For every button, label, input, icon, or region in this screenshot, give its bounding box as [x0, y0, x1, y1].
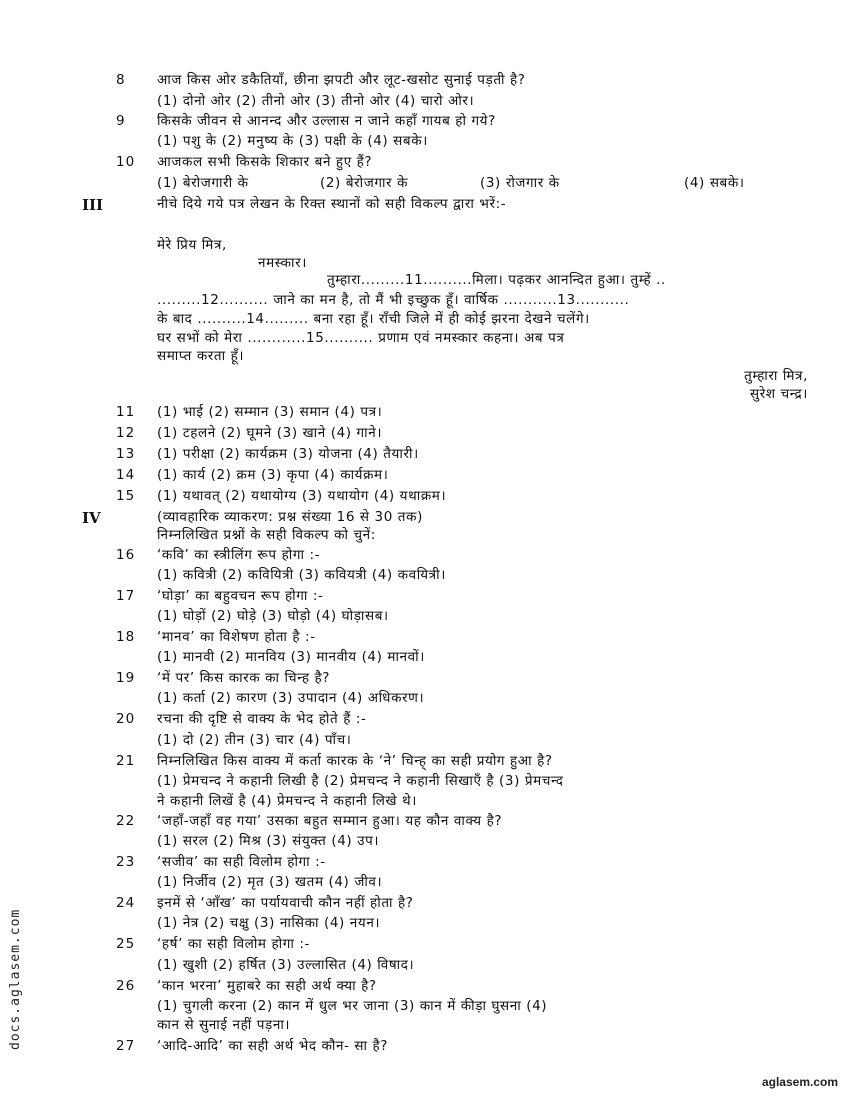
question-options: (1) प्रेमचन्द ने कहानी लिखी है (2) प्रेमचन्द ने कहानी सिखाएँ है (3) प्रेमचन्द — [157, 773, 564, 789]
question-number: 21 — [116, 753, 136, 769]
question-text: निम्नलिखित किस वाक्य में कर्ता कारक के ‘ने’ चिन्ह् का सही प्रयोग हुआ है? — [157, 753, 553, 769]
question-options: (1) भाई (2) सम्मान (3) समान (4) पत्र। — [157, 404, 383, 420]
letter-paragraph-line: के बाद ..........14......... बना रहा हूँ। राँची जिले में ही कोई झरना देखने चलेंगे। — [157, 311, 590, 327]
question-options: (1) मानवी (2) मानविय (3) मानवीय (4) मानवों। — [157, 649, 425, 665]
question-option: (3) रोजगार के — [480, 175, 560, 191]
question-number: 12 — [116, 425, 136, 441]
question-options: (1) दोनो ओर (2) तीनो ओर (3) तीनो ओर (4) चारो ओर। — [157, 93, 475, 109]
letter-closing: तुम्हारा मित्र, — [744, 368, 808, 384]
question-option: (1) बेरोजगारी के — [157, 175, 249, 191]
question-options: (1) कर्ता (2) कारण (3) उपादान (4) अधिकरण। — [157, 690, 425, 706]
question-options: (1) नेत्र (2) चक्षु (3) नासिका (4) नयन। — [157, 915, 381, 931]
question-text: इनमें से ‘आँख’ का पर्यायवाची कौन नहीं होता है? — [157, 895, 414, 911]
question-text: ‘मानव’ का विशेषण होता है :- — [157, 629, 316, 645]
question-number: 11 — [116, 404, 136, 420]
side-watermark: docs.aglasem.com — [8, 908, 23, 1050]
question-text: आज किस ओर डकैतियाँ, छीना झपटी और लूट-खसोट सुनाई पड़ती है? — [157, 72, 526, 88]
question-options: ने कहानी लिखें है (4) प्रेमचन्द ने कहानी लिखे थे। — [157, 793, 417, 809]
question-text: रचना की दृष्टि से वाक्य के भेद होते हैं :- — [157, 711, 367, 727]
question-text: ‘सजीव’ का सही विलोम होगा :- — [157, 854, 326, 870]
question-number: 13 — [116, 446, 136, 462]
question-text: ‘जहाँ-जहाँ वह गया’ उसका बहुत सम्मान हुआ। यह कौन वाक्य है? — [157, 813, 503, 829]
letter-salutation: मेरे प्रिय मित्र, — [157, 237, 227, 253]
question-options: (1) कार्य (2) क्रम (3) कृपा (4) कार्यक्रम। — [157, 467, 389, 483]
question-number: 10 — [116, 154, 136, 170]
question-options: (1) खुशी (2) हर्षित (3) उल्लासित (4) विषाद। — [157, 957, 415, 973]
question-option: (2) बेरोजगार के — [320, 175, 409, 191]
question-options: (1) परीक्षा (2) कार्यक्रम (3) योजना (4) तैयारी। — [157, 446, 419, 462]
question-options: (1) घोड़ों (2) घोड़े (3) घोड़ो (4) घोड़ासब। — [157, 608, 389, 624]
question-options: (1) सरल (2) मिश्र (3) संयुक्त (4) उप। — [157, 833, 380, 849]
question-number: 26 — [116, 978, 136, 994]
question-number: 22 — [116, 813, 136, 829]
question-number: 15 — [116, 488, 136, 504]
letter-paragraph-line: घर सभों को मेरा ............15.......... प्रणाम एवं नमस्कार कहना। अब पत्र — [157, 330, 565, 346]
question-text: किसके जीवन से आनन्द और उल्लास न जाने कहाँ गायब हो गये? — [157, 113, 496, 129]
letter-signature: सुरेश चन्द्र। — [750, 386, 808, 402]
question-options: (1) पशु के (2) मनुष्य के (3) पक्षी के (4) सबके। — [157, 133, 428, 149]
question-options: (1) कवित्री (2) कवियित्री (3) कवियत्री (4) कवयित्री। — [157, 567, 446, 583]
letter-paragraph-line: .........12.......... जाने का मन है, तो मैं भी इच्छुक हूँ। वार्षिक ...........13........... — [157, 292, 630, 308]
section-heading: (व्यावहारिक व्याकरण: प्रश्न संख्या 16 से 30 तक) — [157, 509, 423, 525]
question-number: 18 — [116, 629, 136, 645]
question-number: 14 — [116, 467, 136, 483]
question-number: 19 — [116, 670, 136, 686]
section-heading: नीचे दिये गये पत्र लेखन के रिक्त स्थानों को सही विकल्प द्वारा भरें:- — [157, 196, 507, 212]
question-number: 17 — [116, 588, 136, 604]
question-number: 20 — [116, 711, 136, 727]
section-label: III — [82, 196, 104, 214]
letter-paragraph-line: तुम्हारा.........11..........मिला। पढ़कर आनन्दित हुआ। तुम्हें .. — [327, 272, 666, 288]
question-number: 8 — [116, 72, 126, 88]
question-options: (1) टहलने (2) घूमने (3) खाने (4) गाने। — [157, 425, 383, 441]
question-option: (4) सबके। — [684, 175, 745, 191]
question-number: 24 — [116, 895, 136, 911]
brand-footer: aglasem.com — [761, 1075, 838, 1089]
question-number: 16 — [116, 547, 136, 563]
question-options: (1) चुगली करना (2) कान में धुल भर जाना (3) कान में कीड़ा घुसना (4) — [157, 998, 548, 1014]
question-text: ‘घोड़ा’ का बहुवचन रूप होगा :- — [157, 588, 324, 604]
question-number: 27 — [116, 1038, 136, 1054]
question-text: ‘में पर’ किस कारक का चिन्ह है? — [157, 670, 331, 686]
question-text: ‘कवि’ का स्त्रीलिंग रूप होगा :- — [157, 547, 321, 563]
section-label: IV — [82, 509, 101, 527]
question-number: 9 — [116, 113, 126, 129]
section-instruction: निम्नलिखित प्रश्नों के सही विकल्प को चुनें: — [157, 527, 376, 543]
letter-paragraph-line: समाप्त करता हूँ। — [157, 348, 245, 364]
question-text: आजकल सभी किसके शिकार बने हुए हैं? — [157, 154, 373, 170]
question-options: (1) दो (2) तीन (3) चार (4) पाँच। — [157, 732, 352, 748]
question-number: 25 — [116, 936, 136, 952]
question-options: (1) यथावत् (2) यथायोग्य (3) यथायोग (4) यथाक्रम। — [157, 488, 447, 504]
question-number: 23 — [116, 854, 136, 870]
question-text: ‘आदि-आदि’ का सही अर्थ भेद कौन- सा है? — [157, 1038, 389, 1054]
question-options: (1) निर्जीव (2) मृत (3) खतम (4) जीव। — [157, 874, 383, 890]
question-text: ‘कान भरना’ मुहाबरे का सही अर्थ क्या है? — [157, 978, 377, 994]
letter-greeting: नमस्कार। — [258, 255, 307, 271]
question-text: ‘हर्ष’ का सही विलोम होगा :- — [157, 936, 310, 952]
question-options: कान से सुनाई नहीं पड़ना। — [157, 1017, 291, 1033]
